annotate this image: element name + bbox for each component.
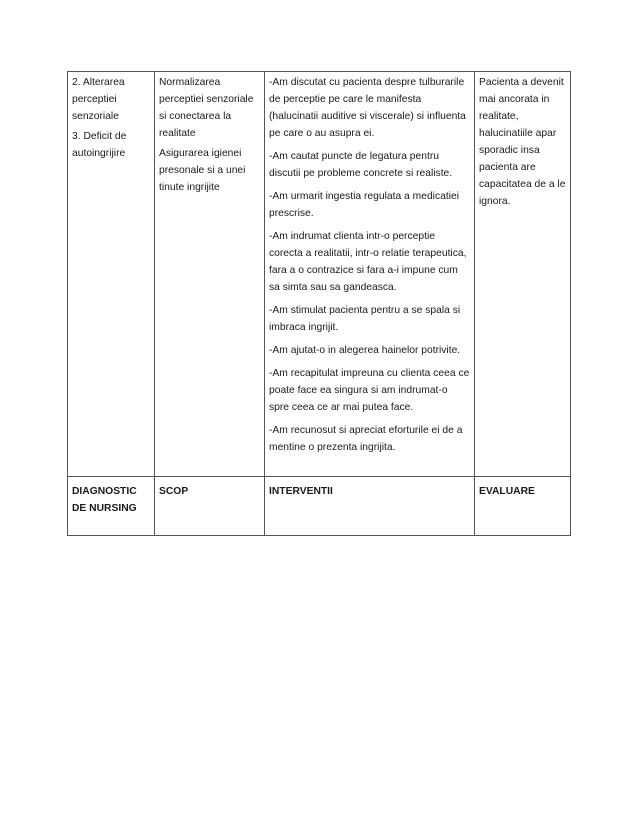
nursing-care-table xyxy=(67,71,571,536)
header-scop: SCOP xyxy=(155,477,265,536)
scop-text: Asigurarea igienei presonale si a unei tinute ingrijite xyxy=(159,148,246,193)
interventie-text: -Am recunosut si apreciat eforturile ei de a mentine o prezenta ingrijita. xyxy=(269,425,463,453)
interventie-text: -Am recapitulat impreuna cu clienta ceea ce poate face ea singura si am indrumat-o spre ceea ce ar mai putea face. xyxy=(269,368,470,413)
interventie-text: -Am stimulat pacienta pentru a se spala si imbraca ingrijit. xyxy=(269,305,461,333)
table-row xyxy=(68,72,571,477)
interventii-cell xyxy=(265,72,475,477)
table-row xyxy=(68,477,571,536)
interventie-text: -Am discutat cu pacienta despre tulburarile de perceptie pe care le manifesta (halucinatii auditive si viscerale) si influenta pe care o au asupra ei. xyxy=(269,77,466,139)
scop-text: Normalizarea perceptiei senzoriale si conectarea la realitate xyxy=(159,77,254,139)
diagnostic-cell xyxy=(68,72,155,477)
diagnostic-text: 3. Deficit de autoingrijire xyxy=(72,131,127,159)
evaluare-cell xyxy=(475,72,571,477)
interventie-text: -Am ajutat-o in alegerea hainelor potrivite. xyxy=(269,345,461,356)
interventie-text: -Am urmarit ingestia regulata a medicatiei prescrise. xyxy=(269,191,459,219)
scop-cell xyxy=(155,72,265,477)
interventie-text: -Am cautat puncte de legatura pentru discutii pe probleme concrete si realiste. xyxy=(269,151,453,179)
evaluare-text: Pacienta a devenit mai ancorata in realitate, halucinatiile apar sporadic insa pacienta are capacitatea de a le ignora. xyxy=(479,77,566,207)
header-evaluare: EVALUARE xyxy=(475,477,571,536)
interventie-text: -Am indrumat clienta intr-o perceptie corecta a realitatii, intr-o relatie terapeutica, fara a o contrazice si fara a-i impune cum sa simta sau sa gandeasca. xyxy=(269,231,467,293)
header-diagnostic: DIAGNOSTIC DE NURSING xyxy=(68,477,155,536)
diagnostic-text: 2. Alterarea perceptiei senzoriale xyxy=(72,77,125,122)
header-interventii: INTERVENTII xyxy=(265,477,475,536)
